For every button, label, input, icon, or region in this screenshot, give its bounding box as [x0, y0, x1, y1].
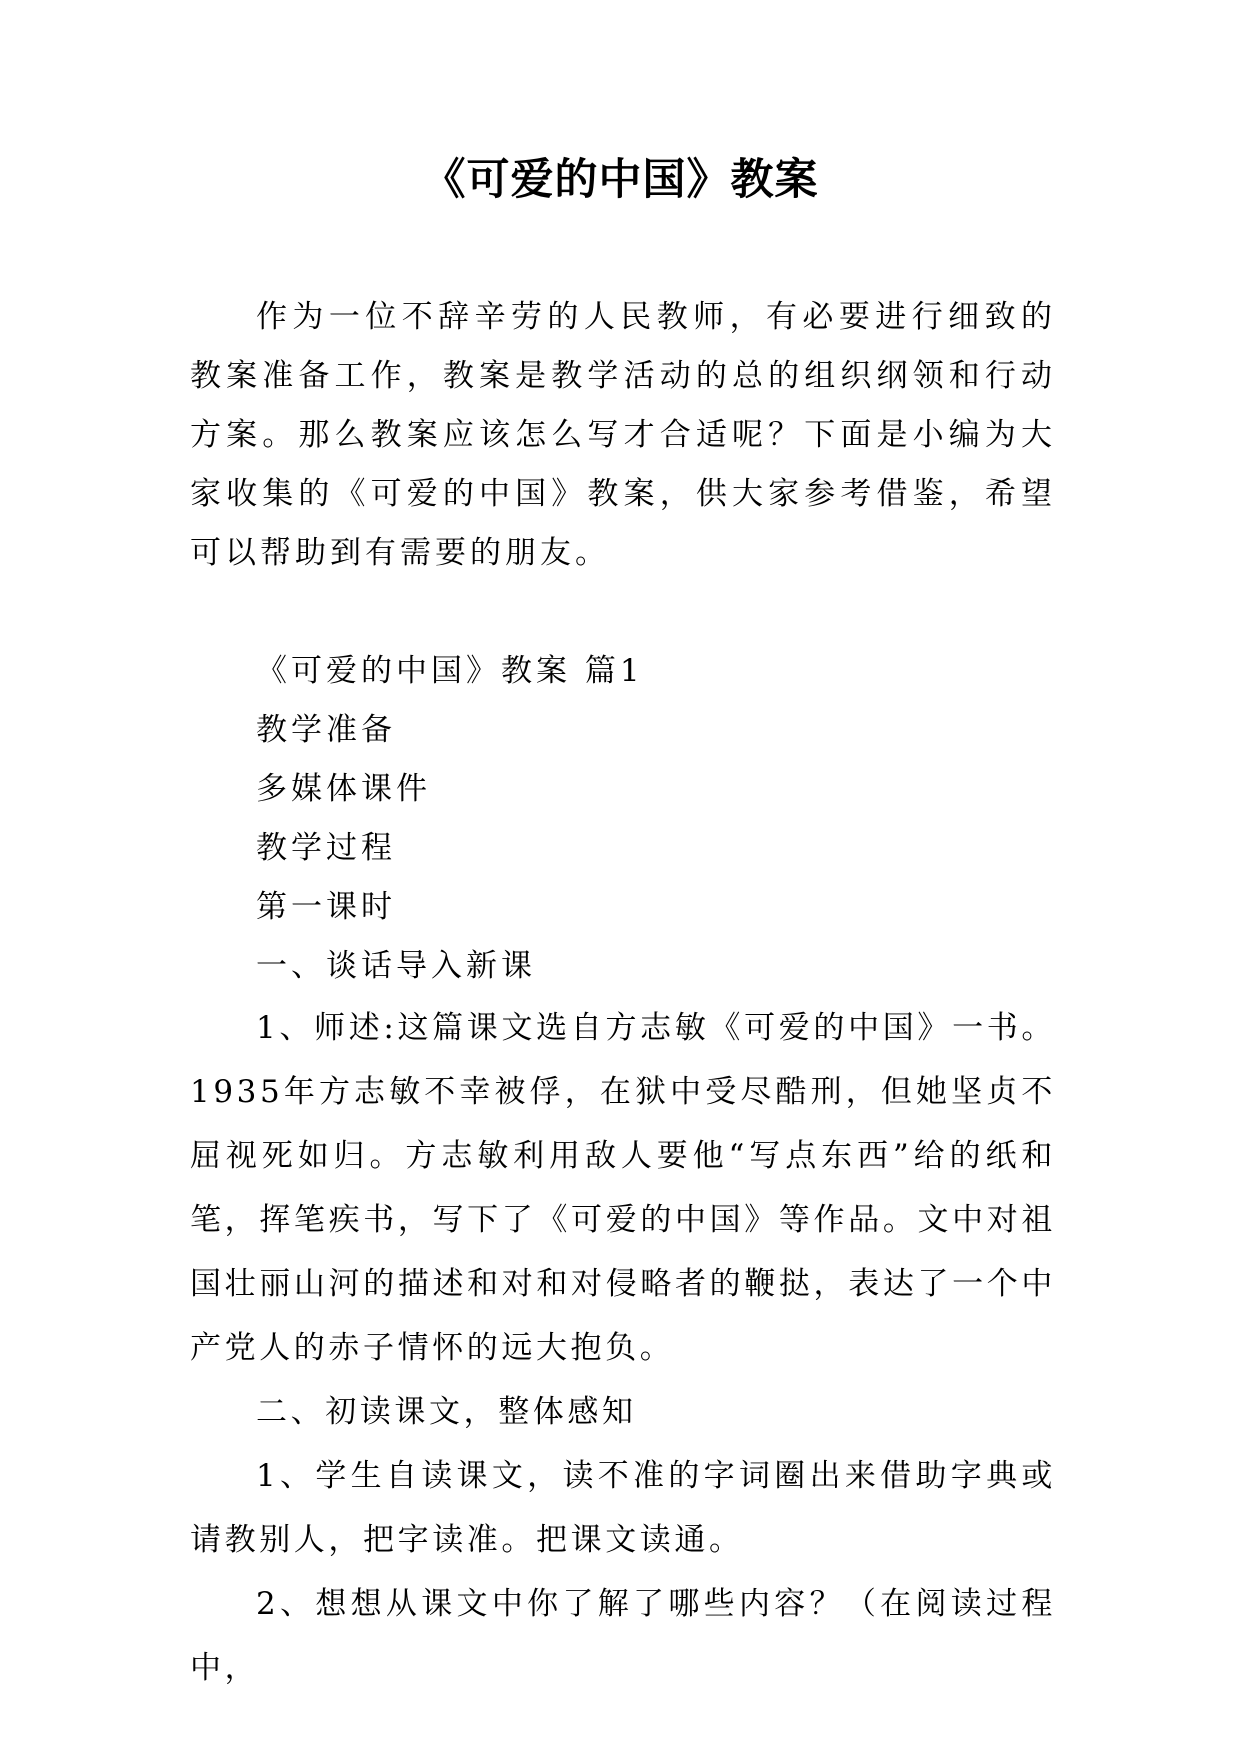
text-multimedia-courseware: 多媒体课件: [256, 771, 431, 807]
paragraph-self-reading: 1、学生自读课文，读不准的字词圈出来借助字典或请教别人，把字读准。把课文读通。: [190, 1458, 1056, 1558]
lesson-content: [190, 642, 1056, 1700]
intro-paragraph: 作为一位不辞辛劳的人民教师，有必要进行细致的教案准备工作，教案是教学活动的总的组织纲领和行动方案。那么教案应该怎么写才合适呢？下面是小编为大家收集的《可爱的中国》教案，供大家参考借鉴，希望可以帮助到有需要的朋友。: [190, 299, 1056, 571]
document-title: 《可爱的中国》教案: [422, 155, 819, 205]
section-heading: 《可爱的中国》教案 篇1: [256, 653, 644, 689]
heading-teaching-preparation: 教学准备: [256, 712, 396, 748]
heading-step-one: 一、谈话导入新课: [256, 948, 536, 984]
heading-teaching-process: 教学过程: [256, 830, 396, 866]
heading-first-lesson: 第一课时: [256, 889, 396, 925]
paragraph-teacher-narration: 1、师述:这篇课文选自方志敏《可爱的中国》一书。1935年方志敏不幸被俘，在狱中受尽酷刑，但她坚贞不屈视死如归。方志敏利用敌人要他“写点东西”给的纸和笔，挥笔疾书，写下了《可爱的中国》等作品。文中对祖国壮丽山河的描述和对和对侵略者的鞭挞，表达了一个中产党人的赤子情怀的远大抱负。: [190, 1010, 1056, 1366]
paragraph-content-question: 2、想想从课文中你了解了哪些内容？（在阅读过程中，: [190, 1586, 1056, 1686]
heading-step-two: 二、初读课文，整体感知: [256, 1394, 637, 1430]
